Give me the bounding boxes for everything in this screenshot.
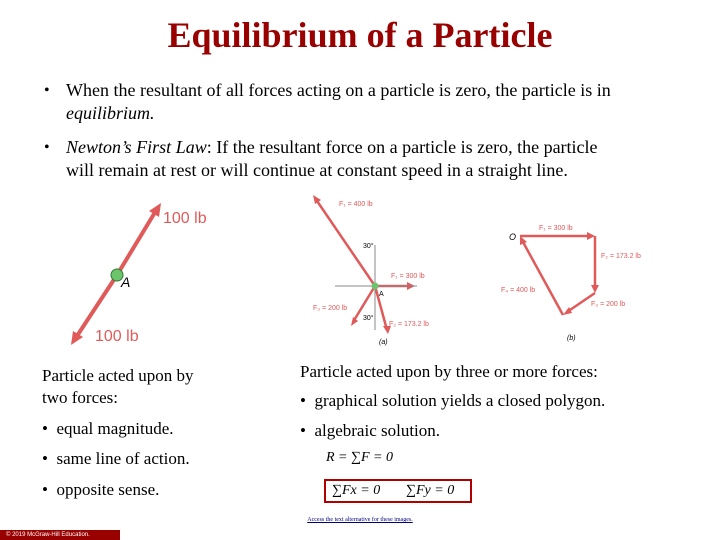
two-force-heading-2: two forces: — [42, 388, 119, 407]
top-force-label: 100 lb — [163, 210, 207, 227]
fb-f4: F₄ = 400 lb — [501, 287, 536, 294]
equation-fy: ∑Fy = 0 — [406, 483, 455, 498]
item-text: equal magnitude. — [56, 419, 174, 438]
two-force-item: • same line of action. — [42, 449, 190, 468]
newtons-law-text: : If the resultant force on a particle is zero, the particle — [206, 137, 598, 157]
multi-force-item: • algebraic solution. — [300, 421, 441, 440]
equation-resultant: R = ∑F = 0 — [326, 450, 393, 465]
bullet-1-line-2: equilibrium. — [66, 103, 155, 123]
equation-fx: ∑Fx = 0 — [332, 483, 381, 498]
two-force-heading-1: Particle acted upon by — [42, 366, 194, 385]
fa-f2: F₂ = 173.2 lb — [389, 321, 429, 328]
multi-force-heading: Particle acted upon by three or more forces: — [300, 362, 598, 381]
point-a-label: A — [121, 274, 131, 290]
bullet-dot: • — [44, 82, 50, 99]
fa-angle-2: 30° — [363, 315, 374, 322]
bottom-force-label: 100 lb — [95, 328, 139, 345]
two-force-item: • equal magnitude. — [42, 419, 174, 438]
bullet-2-line-1 — [66, 136, 598, 159]
fa-f1: F₁ = 400 lb — [339, 201, 373, 208]
fb-f1: F₁ = 300 lb — [539, 225, 573, 232]
newtons-law-label: Newton’s First Law — [66, 137, 207, 157]
bullet-2-line-2: will remain at rest or will continue at constant speed in a straight line. — [66, 160, 568, 180]
bullet-1-line-1: When the resultant of all forces acting on a particle is zero, the particle is in — [66, 80, 611, 100]
item-text: algebraic solution. — [314, 421, 441, 440]
bullet-dot: • — [44, 139, 50, 156]
fa-f3: F₃ = 200 lb — [313, 305, 348, 312]
item-text: opposite sense. — [56, 480, 160, 499]
multi-force-figure — [305, 190, 675, 350]
fb-origin: O — [509, 232, 517, 242]
text-alternative-link[interactable]: Access the text alternative for these images. — [307, 517, 413, 523]
fa-f1b: F₁ = 300 lb — [391, 273, 425, 280]
fa-point: A — [379, 291, 384, 298]
fb-caption: (b) — [567, 335, 576, 342]
slide-title: Equilibrium of a Particle — [167, 15, 553, 55]
item-text: same line of action. — [56, 449, 190, 468]
copyright-bar: © 2019 McGraw-Hill Education. — [0, 530, 120, 540]
two-force-item: • opposite sense. — [42, 480, 160, 499]
fb-f3: F₃ = 200 lb — [591, 301, 626, 308]
fb-f2: F₂ = 173.2 lb — [601, 253, 641, 260]
multi-force-item: • graphical solution yields a closed polygon. — [300, 391, 606, 410]
item-text: graphical solution yields a closed polygon. — [314, 391, 606, 410]
fa-angle-1: 30° — [363, 243, 374, 250]
fa-caption: (a) — [379, 339, 388, 346]
two-force-figure — [55, 195, 255, 350]
equation-components-box — [324, 479, 472, 503]
